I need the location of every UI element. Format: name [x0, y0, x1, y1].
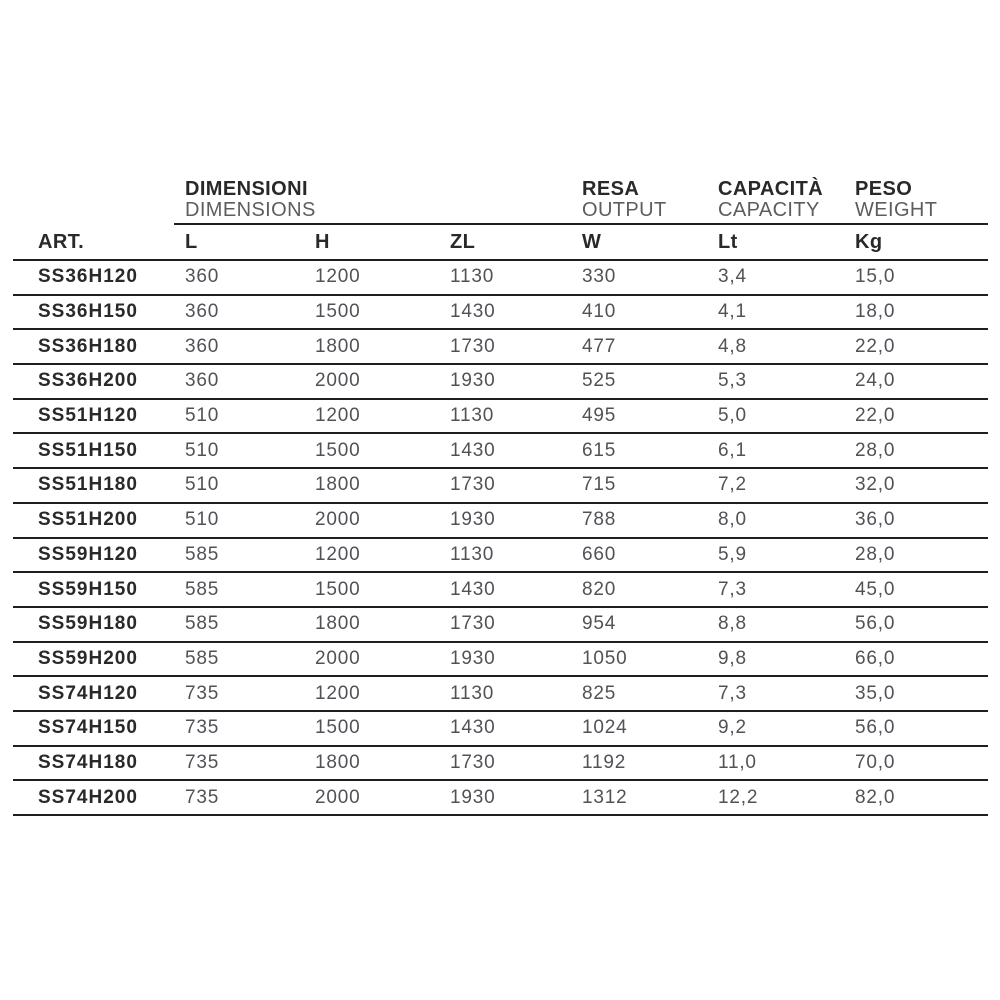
cell-art: SS36H200 — [38, 370, 138, 392]
group-capacity — [707, 178, 844, 225]
cell-w: 477 — [582, 335, 617, 357]
column-header-h: H — [315, 231, 330, 253]
cell-h: 2000 — [315, 786, 361, 808]
cell-w: 410 — [582, 301, 617, 323]
column-header-row — [13, 225, 988, 261]
cell-zl: 1430 — [450, 439, 496, 461]
cell-w: 615 — [582, 439, 617, 461]
cell-w: 820 — [582, 578, 617, 600]
cell-zl: 1130 — [450, 266, 495, 288]
cell-w: 660 — [582, 543, 617, 565]
cell-h: 1800 — [315, 751, 361, 773]
cell-lt: 7,2 — [718, 474, 747, 496]
table-row — [13, 608, 988, 643]
table-row — [13, 677, 988, 712]
group-title-capacity: CAPACITÀ — [718, 178, 824, 200]
cell-w: 715 — [582, 474, 617, 496]
cell-l: 585 — [185, 578, 220, 600]
table-row — [13, 434, 988, 469]
cell-l: 735 — [185, 717, 220, 739]
cell-w: 330 — [582, 266, 617, 288]
cell-zl: 1930 — [450, 370, 496, 392]
cell-lt: 4,8 — [718, 335, 747, 357]
cell-zl: 1130 — [450, 543, 495, 565]
cell-w: 954 — [582, 613, 617, 635]
table-row — [13, 747, 988, 782]
cell-art: SS74H180 — [38, 751, 138, 773]
cell-l: 360 — [185, 370, 220, 392]
cell-kg: 66,0 — [855, 647, 896, 669]
cell-art: SS51H120 — [38, 405, 138, 427]
cell-art: SS59H120 — [38, 543, 138, 565]
cell-kg: 28,0 — [855, 439, 896, 461]
cell-h: 2000 — [315, 509, 361, 531]
cell-kg: 15,0 — [855, 266, 896, 288]
cell-art: SS36H120 — [38, 266, 138, 288]
cell-w: 1312 — [582, 786, 628, 808]
column-header-lt: Lt — [718, 231, 738, 253]
cell-kg: 56,0 — [855, 717, 896, 739]
group-subtitle-weight: WEIGHT — [855, 199, 938, 221]
group-output — [571, 178, 707, 225]
group-subtitle-capacity: CAPACITY — [718, 199, 820, 221]
column-header-kg: Kg — [855, 231, 883, 253]
cell-lt: 9,8 — [718, 647, 747, 669]
group-header-spacer — [13, 178, 174, 225]
cell-art: SS74H120 — [38, 682, 138, 704]
table-row — [13, 296, 988, 331]
cell-l: 360 — [185, 335, 220, 357]
cell-h: 1800 — [315, 474, 361, 496]
cell-kg: 45,0 — [855, 578, 896, 600]
cell-art: SS59H200 — [38, 647, 138, 669]
cell-lt: 8,8 — [718, 613, 747, 635]
cell-lt: 6,1 — [718, 439, 747, 461]
cell-zl: 1730 — [450, 335, 496, 357]
cell-l: 585 — [185, 647, 220, 669]
cell-kg: 35,0 — [855, 682, 896, 704]
cell-art: SS59H150 — [38, 578, 138, 600]
cell-l: 735 — [185, 751, 220, 773]
table-row — [13, 781, 988, 816]
cell-kg: 32,0 — [855, 474, 896, 496]
cell-kg: 18,0 — [855, 301, 896, 323]
cell-h: 1800 — [315, 335, 361, 357]
cell-l: 735 — [185, 786, 220, 808]
cell-h: 1200 — [315, 543, 361, 565]
table-row — [13, 539, 988, 574]
cell-w: 1192 — [582, 751, 627, 773]
cell-kg: 36,0 — [855, 509, 896, 531]
cell-h: 1500 — [315, 717, 361, 739]
cell-zl: 1930 — [450, 647, 496, 669]
cell-zl: 1430 — [450, 578, 496, 600]
cell-zl: 1430 — [450, 717, 496, 739]
cell-h: 1200 — [315, 266, 361, 288]
cell-w: 1024 — [582, 717, 628, 739]
cell-kg: 28,0 — [855, 543, 896, 565]
cell-h: 2000 — [315, 647, 361, 669]
cell-h: 1200 — [315, 405, 361, 427]
group-title-weight: PESO — [855, 178, 913, 200]
table-row — [13, 573, 988, 608]
cell-w: 495 — [582, 405, 617, 427]
cell-l: 360 — [185, 301, 220, 323]
table-row — [13, 469, 988, 504]
cell-lt: 5,0 — [718, 405, 747, 427]
cell-zl: 1130 — [450, 405, 495, 427]
cell-w: 525 — [582, 370, 617, 392]
table-row — [13, 365, 988, 400]
cell-zl: 1130 — [450, 682, 495, 704]
cell-h: 1800 — [315, 613, 361, 635]
cell-l: 510 — [185, 474, 220, 496]
cell-art: SS51H200 — [38, 509, 138, 531]
group-subtitle-output: OUTPUT — [582, 199, 667, 221]
group-weight — [844, 178, 988, 225]
group-subtitle-dimensions: DIMENSIONS — [185, 199, 316, 221]
cell-kg: 82,0 — [855, 786, 896, 808]
cell-art: SS59H180 — [38, 613, 138, 635]
cell-h: 1200 — [315, 682, 361, 704]
group-title-output: RESA — [582, 178, 640, 200]
cell-h: 1500 — [315, 578, 361, 600]
cell-l: 735 — [185, 682, 220, 704]
column-header-l: L — [185, 231, 198, 253]
table-row — [13, 504, 988, 539]
cell-zl: 1930 — [450, 786, 496, 808]
cell-zl: 1730 — [450, 751, 496, 773]
table-row — [13, 643, 988, 678]
cell-art: SS36H150 — [38, 301, 138, 323]
cell-kg: 56,0 — [855, 613, 896, 635]
cell-w: 825 — [582, 682, 617, 704]
cell-zl: 1930 — [450, 509, 496, 531]
cell-lt: 5,9 — [718, 543, 747, 565]
table-row — [13, 400, 988, 435]
cell-zl: 1430 — [450, 301, 496, 323]
cell-h: 2000 — [315, 370, 361, 392]
cell-lt: 9,2 — [718, 717, 747, 739]
table-row — [13, 261, 988, 296]
cell-l: 510 — [185, 509, 220, 531]
table-body — [13, 261, 988, 816]
cell-lt: 7,3 — [718, 578, 747, 600]
spec-table — [13, 178, 988, 816]
cell-l: 585 — [185, 613, 220, 635]
cell-lt: 12,2 — [718, 786, 759, 808]
column-header-zl: ZL — [450, 231, 476, 253]
cell-zl: 1730 — [450, 613, 496, 635]
cell-lt: 4,1 — [718, 301, 747, 323]
cell-w: 1050 — [582, 647, 628, 669]
cell-kg: 22,0 — [855, 335, 896, 357]
cell-lt: 7,3 — [718, 682, 747, 704]
cell-lt: 11,0 — [718, 751, 757, 773]
cell-kg: 24,0 — [855, 370, 896, 392]
cell-art: SS74H200 — [38, 786, 138, 808]
cell-h: 1500 — [315, 301, 361, 323]
group-title-dimensions: DIMENSIONI — [185, 178, 308, 200]
cell-l: 585 — [185, 543, 220, 565]
cell-lt: 5,3 — [718, 370, 747, 392]
cell-zl: 1730 — [450, 474, 496, 496]
cell-l: 510 — [185, 405, 220, 427]
cell-w: 788 — [582, 509, 617, 531]
table-row — [13, 712, 988, 747]
column-header-art: ART. — [38, 231, 85, 253]
column-header-w: W — [582, 231, 602, 253]
table-row — [13, 330, 988, 365]
cell-kg: 22,0 — [855, 405, 896, 427]
group-header-row — [13, 178, 988, 225]
cell-art: SS74H150 — [38, 717, 138, 739]
cell-l: 510 — [185, 439, 220, 461]
cell-art: SS51H150 — [38, 439, 138, 461]
cell-art: SS51H180 — [38, 474, 138, 496]
cell-l: 360 — [185, 266, 220, 288]
cell-art: SS36H180 — [38, 335, 138, 357]
cell-h: 1500 — [315, 439, 361, 461]
cell-lt: 8,0 — [718, 509, 747, 531]
cell-kg: 70,0 — [855, 751, 896, 773]
group-dimensions — [174, 178, 571, 225]
cell-lt: 3,4 — [718, 266, 747, 288]
